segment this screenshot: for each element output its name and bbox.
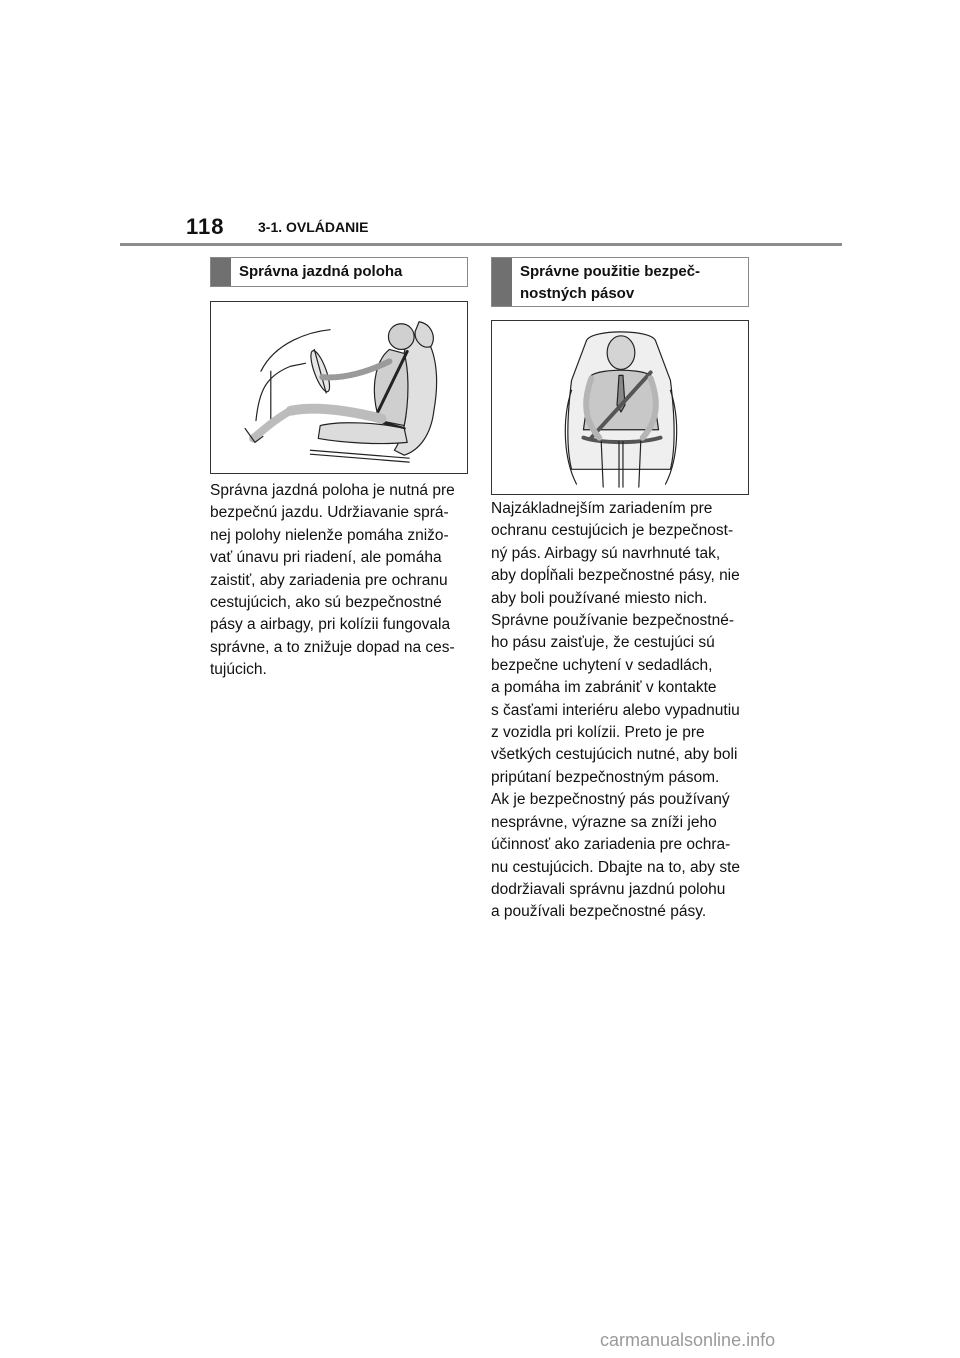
left-line: pásy a airbagy, pri kolízii fungovala [210, 616, 451, 634]
right-line: aby boli používané miesto nich. [491, 589, 708, 607]
right-line: nesprávne, výrazne sa zníži jeho [491, 813, 717, 831]
right-line: ochranu cestujúcich je bezpečnost- [491, 522, 734, 540]
left-line: zaistiť, aby zariadenia pre ochranu [210, 571, 448, 589]
left-line: Správna jazdná poloha je nutná pre [210, 482, 455, 499]
right-heading [512, 258, 708, 306]
left-line: cestujúcich, ako sú bezpečnostné [210, 594, 442, 612]
header-rule [120, 243, 842, 246]
right-line: bezpečne uchytení v sedadlách, [491, 656, 713, 674]
left-line: nej polohy nielenže pomáha znižo- [210, 526, 449, 544]
left-illustration [210, 301, 468, 474]
right-heading-line: nostných pásov [520, 285, 635, 302]
left-line: správne, a to znižuje dopad na ces- [210, 638, 455, 656]
right-paragraph [491, 498, 753, 924]
seatbelt-wearing-illustration-icon [492, 321, 748, 494]
right-illustration [491, 320, 749, 495]
right-line: Ak je bezpečnostný pás používaný [491, 791, 730, 809]
right-heading-box [491, 257, 749, 307]
right-line: ho pásu zaisťuje, že cestujúci sú [491, 634, 715, 652]
right-line: Najzákladnejším zariadením pre [491, 500, 713, 517]
right-line: všetkých cestujúcich nutné, aby boli [491, 746, 738, 764]
left-heading: Správna jazdná poloha [239, 263, 403, 280]
right-line: dodržiavali správnu jazdnú polohu [491, 880, 726, 898]
heading-bar [492, 258, 512, 306]
right-heading-line: Správne použitie bezpeč- [520, 263, 701, 280]
heading-bar [211, 258, 231, 286]
right-line: aby dopĺňali bezpečnostné pásy, nie [491, 567, 740, 585]
right-line: s časťami interiéru alebo vypadnutiu [491, 701, 740, 719]
right-line: a používali bezpečnostné pásy. [491, 903, 707, 921]
driver-seat-posture-illustration-icon [211, 302, 467, 473]
left-paragraph [210, 480, 470, 682]
right-line: ný pás. Airbagy sú navrhnuté tak, [491, 544, 721, 562]
right-line: účinnosť ako zariadenia pre ochra- [491, 836, 731, 854]
right-line: pripútaní bezpečnostným pásom. [491, 768, 720, 786]
left-heading-box [210, 257, 468, 287]
left-line: vať únavu pri riadení, ale pomáha [210, 549, 442, 567]
left-line: tujúcich. [210, 661, 267, 679]
right-line: a pomáha im zabrániť v kontakte [491, 679, 717, 697]
section-title: 3-1. OVLÁDANIE [258, 219, 369, 235]
right-line: z vozidla pri kolízii. Preto je pre [491, 724, 705, 742]
right-line: Správne používanie bezpečnostné- [491, 612, 734, 630]
right-line: nu cestujúcich. Dbajte na to, aby ste [491, 858, 741, 876]
page-number: 118 [186, 214, 225, 239]
left-line: bezpečnú jazdu. Udržiavanie sprá- [210, 504, 449, 522]
footer-watermark: carmanualsonline.info [600, 1330, 776, 1350]
